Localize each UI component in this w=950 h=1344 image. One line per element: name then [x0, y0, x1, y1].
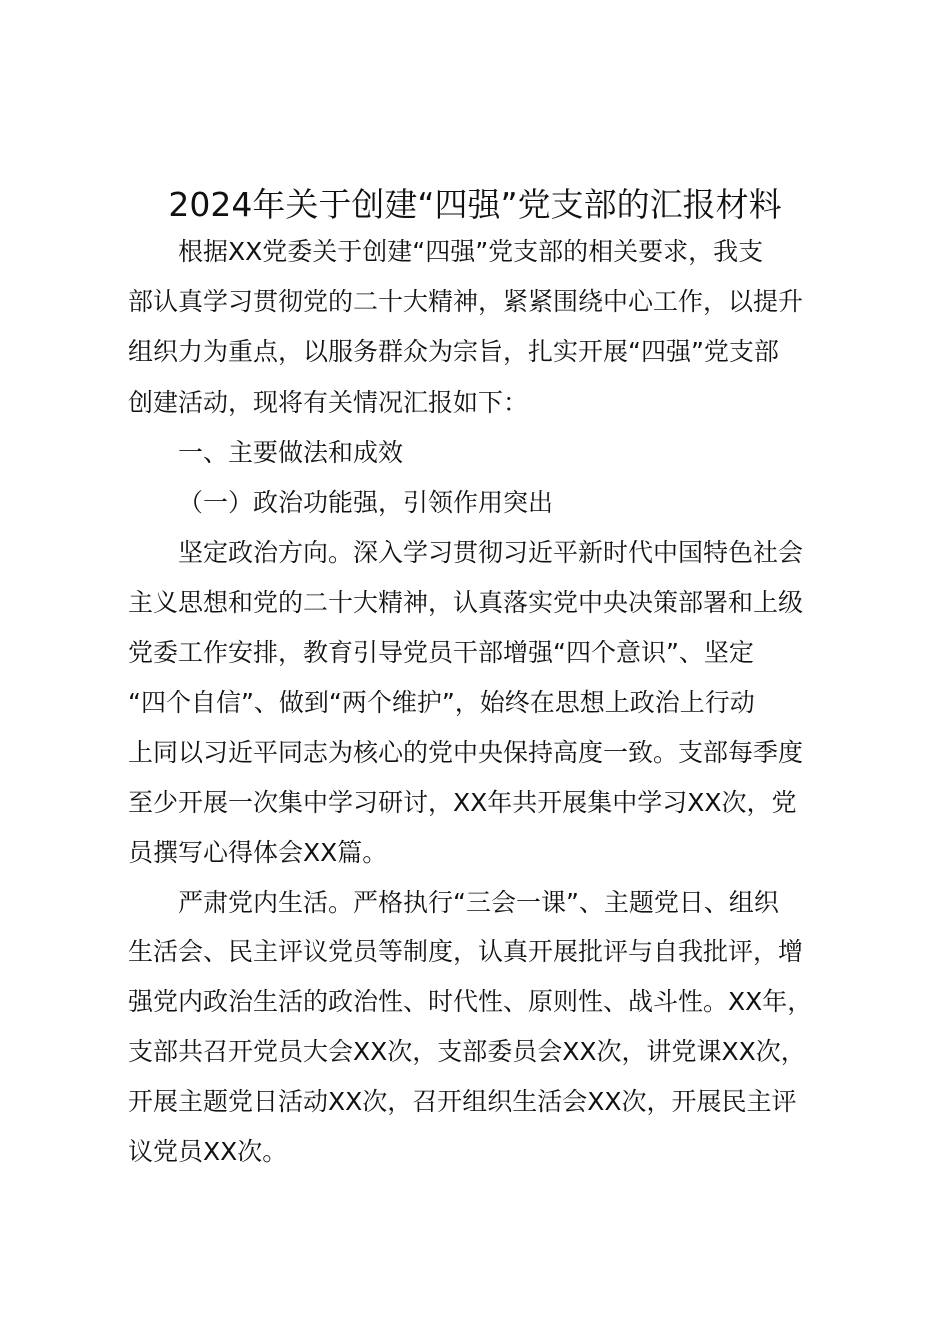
paragraph-line: 创建活动，现将有关情况汇报如下： [128, 388, 529, 417]
paragraph-line: 党委工作安排，教育引导党员干部增强“四个意识”、坚定 [128, 638, 754, 667]
paragraph-line: 主义思想和党的二十大精神，认真落实党中央决策部署和上级 [128, 588, 804, 617]
paragraph-line: 强党内政治生活的政治性、时代性、原则性、战斗性。XX年， [128, 987, 813, 1016]
section-heading: 一、主要做法和成效 [178, 438, 404, 467]
paragraph-line: 根据XX党委关于创建“四强”党支部的相关要求，我支 [178, 237, 764, 266]
subsection-heading: （一）政治功能强，引领作用突出 [178, 488, 554, 517]
paragraph-line: 上同以习近平同志为核心的党中央保持高度一致。支部每季度 [128, 738, 804, 767]
paragraph-line: 开展主题党日活动XX次，召开组织生活会XX次，开展民主评 [128, 1087, 797, 1116]
paragraph-line: 坚定政治方向。深入学习贯彻习近平新时代中国特色社会 [178, 538, 804, 567]
paragraph-line: 员撰写心得体会XX篇。 [128, 838, 388, 867]
paragraph-line: 部认真学习贯彻党的二十大精神，紧紧围绕中心工作，以提升 [128, 287, 804, 316]
paragraph-line: 支部共召开党员大会XX次，支部委员会XX次，讲党课XX次， [128, 1037, 806, 1066]
paragraph-line: 至少开展一次集中学习研讨，XX年共开展集中学习XX次，党 [128, 788, 797, 817]
paragraph-line: 生活会、民主评议党员等制度，认真开展批评与自我批评，增 [128, 937, 804, 966]
paragraph-line: 严肃党内生活。严格执行“三会一课”、主题党日、组织 [178, 888, 779, 917]
paragraph-line: “四个自信”、做到“两个维护”，始终在思想上政治上行动 [128, 688, 755, 717]
paragraph-line: 议党员XX次。 [128, 1137, 288, 1166]
document-title: 2024年关于创建“四强”党支部的汇报材料 [168, 185, 782, 224]
paragraph-line: 组织力为重点，以服务群众为宗旨，扎实开展“四强”党支部 [128, 337, 779, 366]
